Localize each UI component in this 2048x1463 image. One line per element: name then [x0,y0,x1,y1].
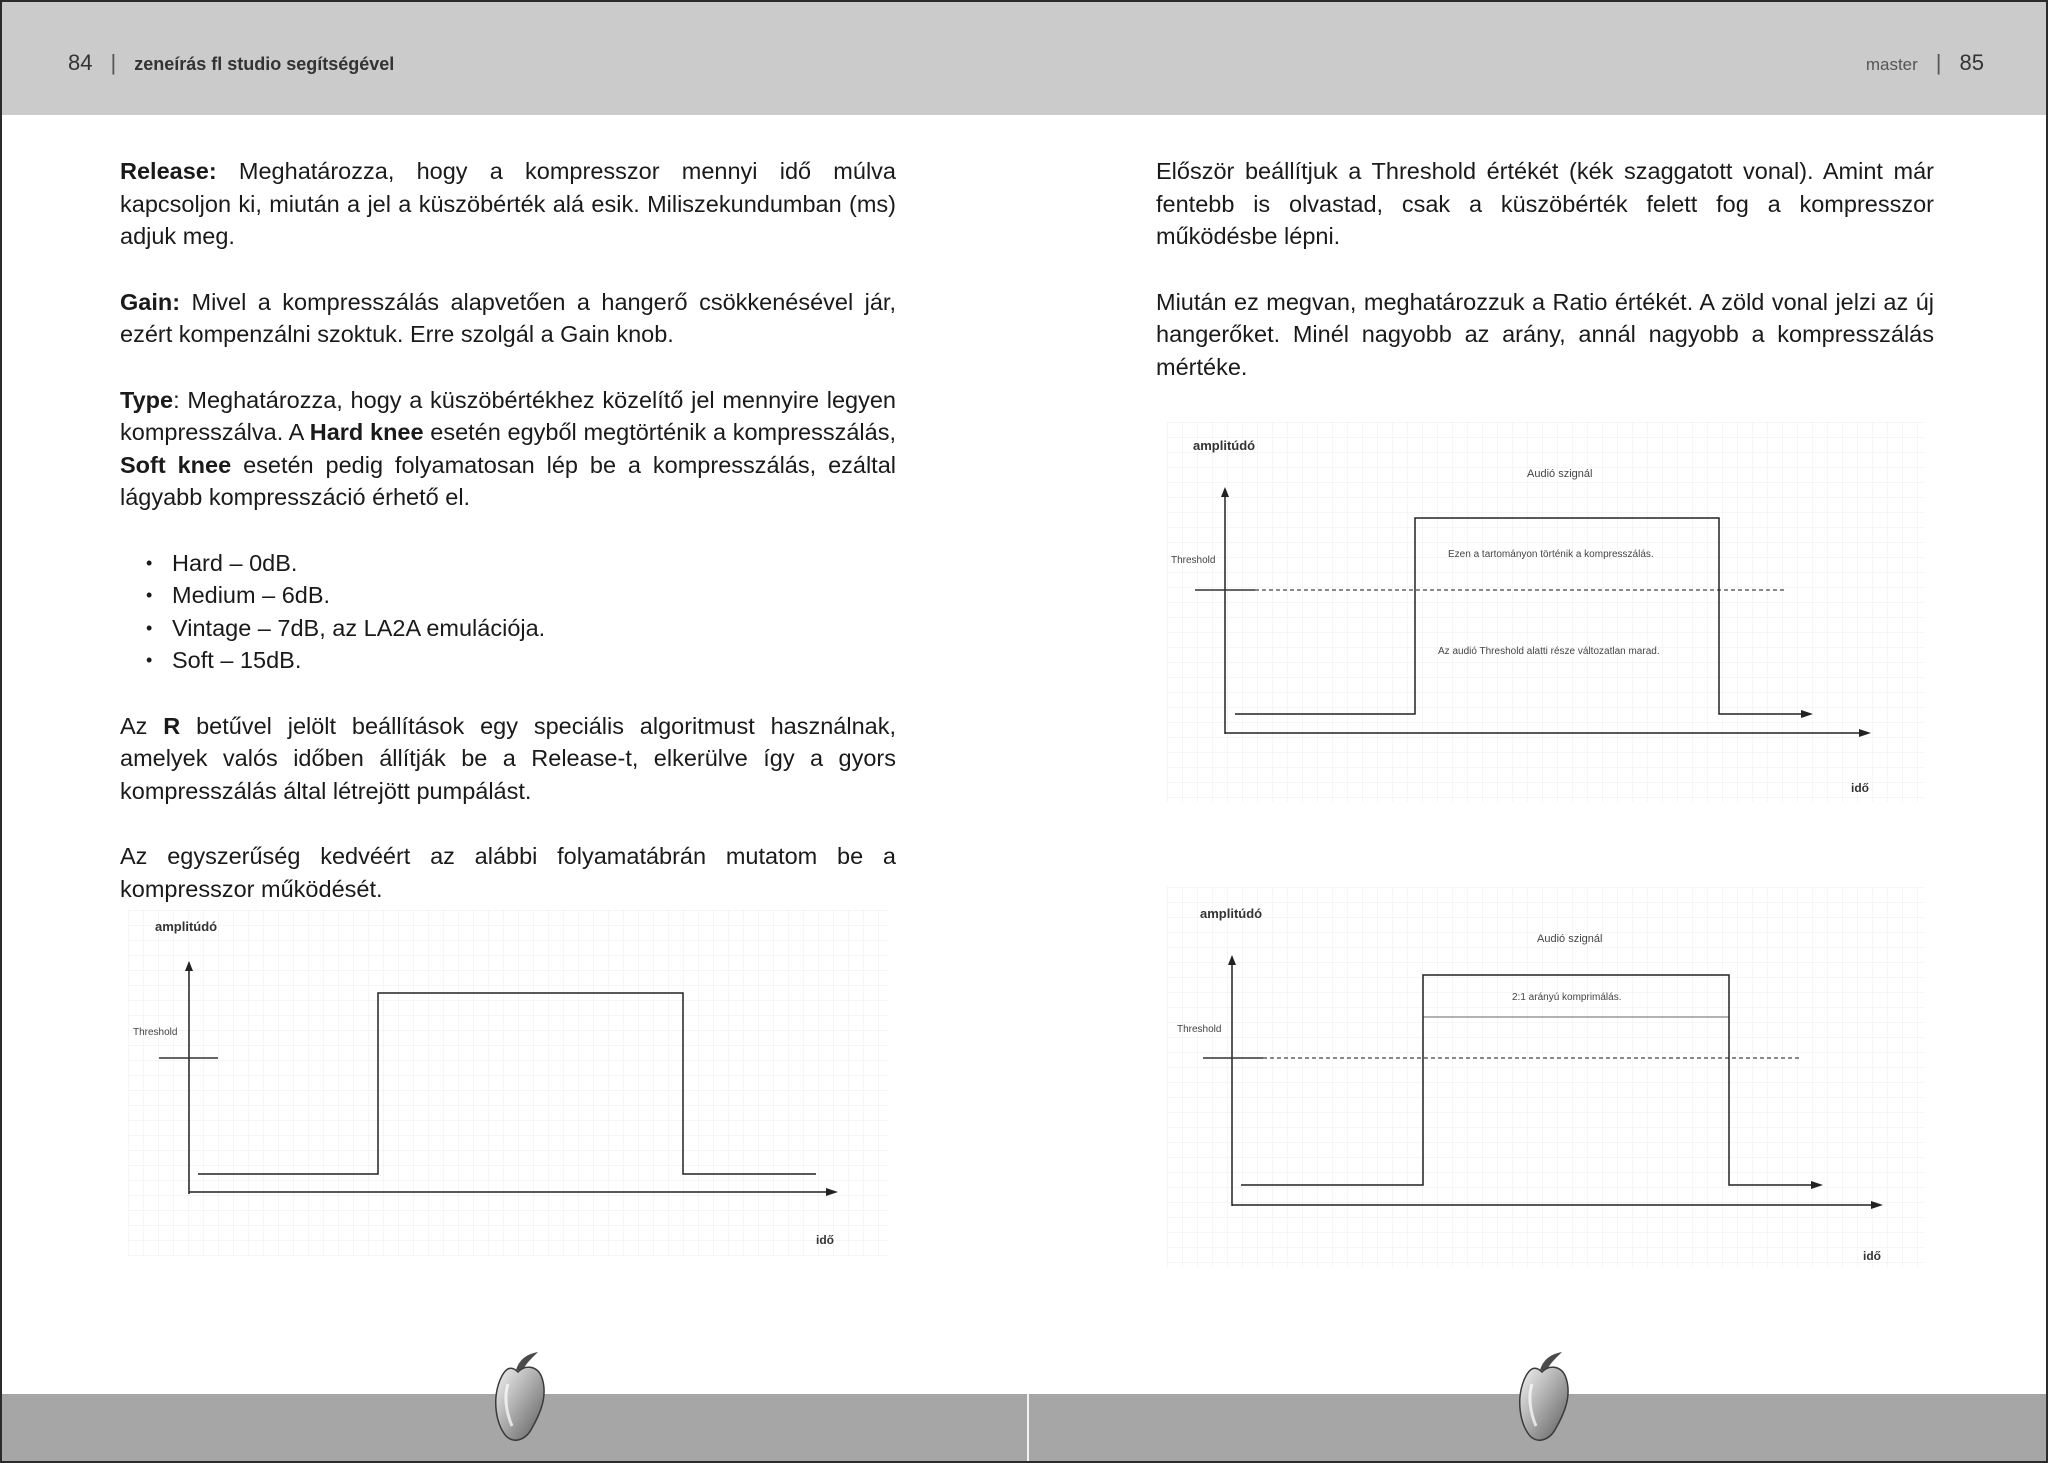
release-label: Release: [120,158,217,184]
release-text: Meghatározza, hogy a kompresszor mennyi idő múlva kapcsoljon ki, miután a jel a küszöbérték alá esik. Miliszekundumban (ms) adjuk meg. [120,158,896,249]
left-page-number: 84 [68,50,93,75]
right-page-number: 85 [1959,50,1984,75]
knee-list [120,547,896,677]
flow-paragraph: Az egyszerűség kedvéért az alábbi folyamatábrán mutatom be a kompresszor működését. [120,843,896,902]
x-axis-label: idő [1863,1249,1881,1263]
threshold-paragraph: Először beállítjuk a Threshold értékét (kék szaggatott vonal). Amint már fentebb is olvastad, csak a küszöbérték felett fog a kompresszor működésbe lépni. [1156,158,1934,249]
figure-basic-signal [128,910,888,1256]
page-header [2,2,2048,115]
gain-text: Mivel a kompresszálás alapvetően a hangerő csökkenésével jár, ezért kompenzálni szoktuk. Erre szolgál a Gain knob. [120,288,896,347]
list-item: • Hard – 0dB. [172,547,896,580]
threshold-label: Threshold [1177,1024,1222,1035]
type-label: Type [120,386,174,413]
r-text: betűvel jelölt beállítások egy speciális algoritmust használnak, amelyek valós időben állítják be a Release-t, elkerülve így a gyors kompresszálás által létrejött pumpálást. [120,712,896,804]
ratio-paragraph: Miután ez megvan, meghatározzuk a Ratio értékét. A zöld vonal jelzi az új hangerőket. Minél nagyobb az arány, annál nagyobb a kompresszálás mértéke. [1156,288,1934,380]
threshold-label: Threshold [1171,555,1216,566]
fl-studio-logo-icon [1506,1348,1576,1448]
left-page-text [120,155,896,938]
right-header [1866,50,1984,76]
gain-label: Gain: [120,288,181,315]
header-separator: | [110,50,117,75]
y-axis-label: amplitúdó [1193,438,1256,453]
list-item: • Soft – 15dB. [172,644,896,677]
type-text: esetén pedig folyamatosan lép be a kompresszálás, ezáltal lágyabb kompresszáció érhető el. [120,451,896,510]
y-axis-label: amplitúdó [155,919,218,934]
r-paragraph [120,710,896,808]
page-gutter [1027,1394,1029,1463]
list-item: • Medium – 6dB. [172,579,896,612]
below-threshold-note: Az audió Threshold alatti része változatlan marad. [1438,646,1660,657]
chart-title: Audió szignál [1537,933,1603,945]
figure-threshold [1167,422,1924,802]
header-separator: | [1935,50,1942,75]
r-text: Az [120,712,164,739]
book-title: zeneírás fl studio segítségével [134,54,395,74]
soft-knee-term: Soft knee [120,451,232,478]
r-letter: R [163,712,181,739]
y-axis-label: amplitúdó [1200,906,1263,921]
figure-grid [128,910,888,1256]
gain-paragraph [120,286,896,351]
page-footer [2,1394,2048,1463]
threshold-label: Threshold [133,1027,178,1038]
type-text: : Meghatározza, hogy a küszöbértékhez közelítő jel mennyire legyen kompresszálva. A [120,386,896,445]
release-paragraph [120,155,896,253]
left-header [68,50,394,76]
fl-studio-logo-icon [482,1348,552,1448]
section-name: master [1865,55,1918,74]
chart-title: Audió szignál [1527,468,1593,480]
right-page-text [1156,155,1934,416]
list-item: • Vintage – 7dB, az LA2A emulációja. [172,612,896,645]
ratio-note: 2:1 arányú komprimálás. [1512,992,1622,1003]
type-paragraph [120,384,896,514]
x-axis-label: idő [1851,781,1869,795]
compression-zone-note: Ezen a tartományon történik a kompresszálás. [1448,549,1654,560]
figure-ratio [1167,887,1924,1267]
type-text: esetén egyből megtörténik a kompresszálás, [423,419,896,445]
hard-knee-term: Hard knee [309,419,424,445]
x-axis-label: idő [816,1233,834,1247]
